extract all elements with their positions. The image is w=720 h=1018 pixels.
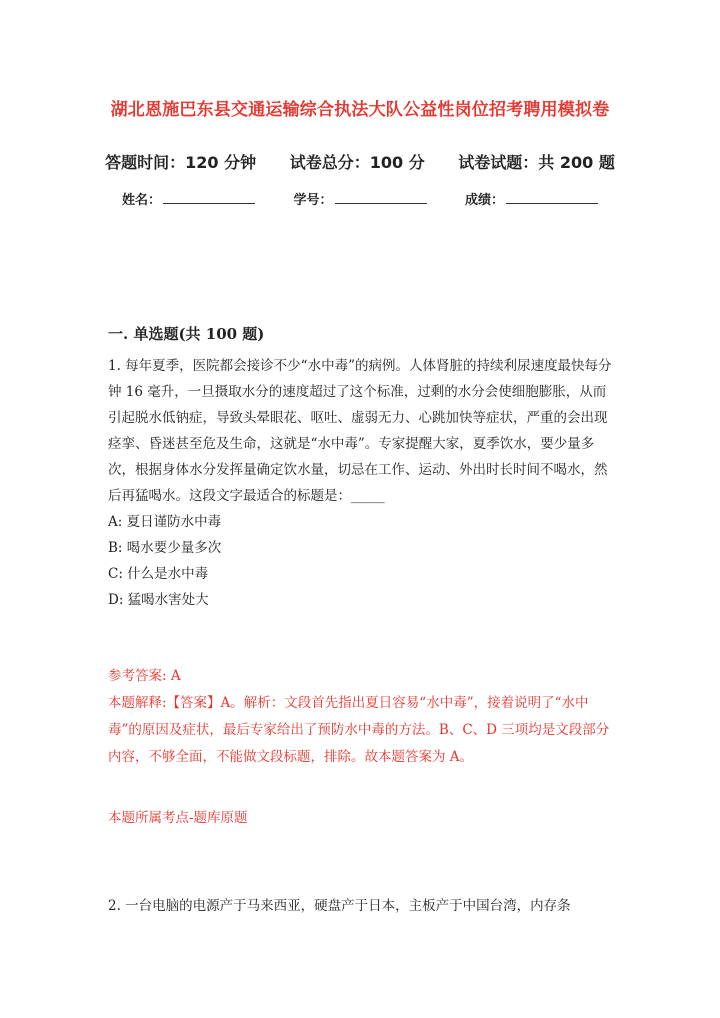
exam-question-count: 试卷试题：共 200 题	[458, 153, 615, 172]
option-c: C: 什么是水中毒	[108, 566, 209, 582]
name-label: 姓名：	[121, 193, 161, 208]
question-1-stem: 1. 每年夏季，医院都会接诊不少“水中毒”的病例。人体肾脏的持续利尿速度最快每分钟 16 毫升，一旦摄取水分的速度超过了这个标准，过剩的水分会使细胞膨胀，从而引起脱水低钠症，导致头晕眼花、呕吐、虚弱无力、心跳加快等症状，严重的会出现痉挛、昏迷甚至危及生命，这就是“水中毒”。专家提醒大家，夏季饮水，要少量多次，根据身体水分发挥量确定饮水量，切忌在工作、运动、外出时长时间不喝水，然后再猛喝水。这段文字最适合的标题是：_____	[108, 358, 612, 504]
exam-meta	[0, 150, 720, 173]
score-blank[interactable]	[506, 190, 598, 204]
question-topic: 本题所属考点-题库原题	[108, 810, 248, 826]
question-2	[108, 893, 612, 919]
id-label: 学号：	[293, 193, 333, 208]
exam-title: 湖北恩施巴东县交通运输综合执法大队公益性岗位招考聘用模拟卷	[110, 100, 610, 120]
exam-total-score: 试卷总分：100 分	[289, 153, 425, 172]
section-title: 一. 单选题(共 100 题)	[108, 325, 265, 343]
score-field	[465, 189, 598, 208]
id-blank[interactable]	[335, 190, 427, 204]
name-blank[interactable]	[163, 190, 255, 204]
score-label: 成绩：	[465, 193, 505, 208]
student-fields	[0, 189, 720, 208]
question-2-stem: 2. 一台电脑的电源产于马来西亚，硬盘产于日本，主板产于中国台湾，内存条	[108, 898, 571, 914]
id-field	[293, 189, 426, 208]
answer-block	[108, 663, 612, 771]
name-field	[122, 189, 255, 208]
question-1	[108, 353, 612, 613]
option-a: A: 夏日谨防水中毒	[108, 514, 222, 530]
reference-answer: 参考答案: A	[108, 668, 181, 684]
option-d: D: 猛喝水害处大	[108, 592, 209, 608]
exam-time: 答题时间：120 分钟	[105, 153, 257, 172]
answer-explanation: 本题解释:【答案】A。解析：文段首先指出夏日容易“水中毒”，接着说明了“水中毒”的原因及症状，最后专家给出了预防水中毒的方法。B、C、D 三项均是文段部分内容，不够全面，不能做文段标题，排除。故本题答案为 A。	[108, 695, 610, 765]
option-b: B: 喝水要少量多次	[108, 540, 222, 556]
